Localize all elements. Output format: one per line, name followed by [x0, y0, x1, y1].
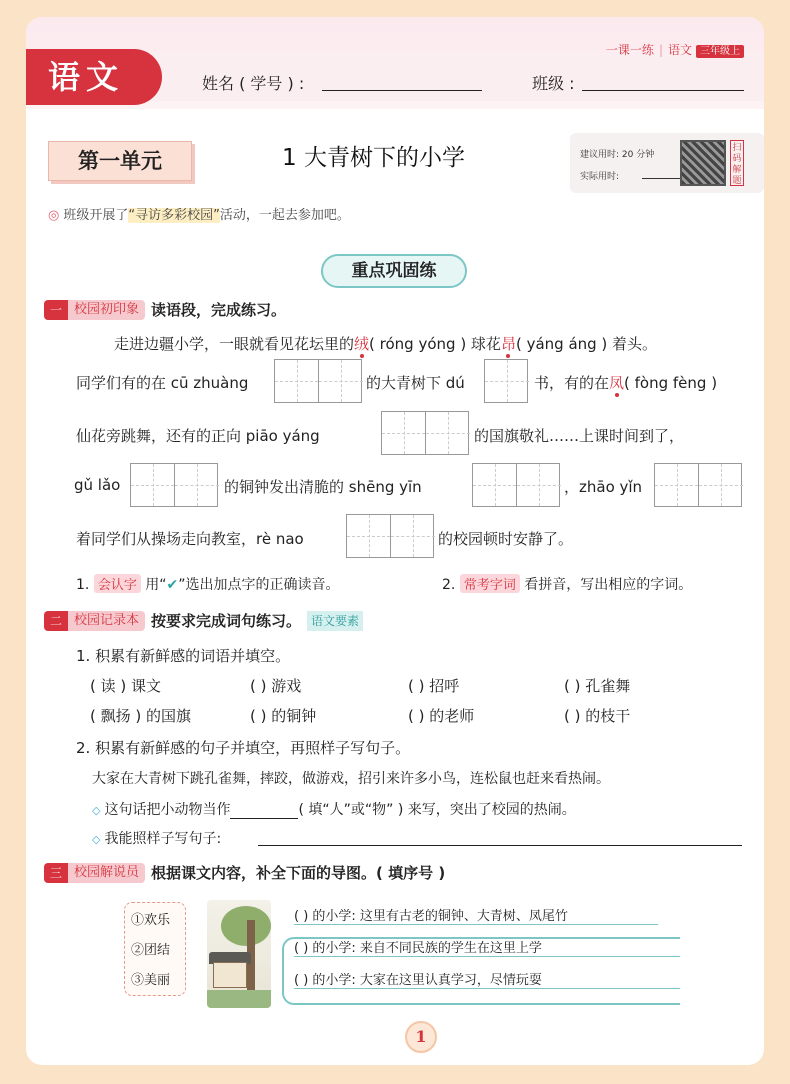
writing-grid-zhao-yin[interactable]: [654, 463, 742, 507]
example-sentence: 大家在大青树下跳孔雀舞，摔跤，做游戏，招引来许多小鸟，连松鼠也赶来看热闹。: [92, 771, 610, 787]
sentence-heading: 2. 积累有新鲜感的句子并填空，再照样子写句子。: [76, 739, 411, 757]
section-1-header: 一 校园初印象 读语段，完成练习。: [44, 300, 286, 320]
fill-blank[interactable]: [230, 805, 298, 819]
word-blank[interactable]: ( 飘扬 ) 的国旗: [90, 707, 192, 725]
check-icon: ✔: [166, 577, 179, 593]
map-item[interactable]: ( ) 的小学: 大家在这里认真学习，尽情玩耍: [294, 973, 542, 988]
word-blank[interactable]: ( ) 游戏: [250, 677, 302, 695]
time-actual-field[interactable]: [642, 178, 680, 179]
diamond-icon: ◇: [92, 833, 101, 846]
passage-line-5a: 着同学们从操场走向教室，rè nao: [76, 530, 304, 548]
name-field[interactable]: [322, 90, 482, 91]
word-blank[interactable]: ( ) 的铜钟: [250, 707, 317, 725]
diamond-icon: ◇: [92, 804, 101, 817]
passage-line-2c: 书，有的在凤( fòng fèng ): [534, 374, 718, 392]
time-box: [570, 133, 764, 193]
school-illustration: [207, 900, 271, 1008]
class-label: 班级 :: [532, 74, 575, 93]
grade-badge: 三年级上: [696, 45, 744, 58]
passage-line-5b: 的校园顿时安静了。: [438, 530, 574, 548]
passage-line-3a: 仙花旁跳舞，还有的正向 piāo yáng: [76, 427, 320, 445]
subject-logo: 语文: [26, 49, 162, 105]
passage-line-2a: 同学们有的在 cū zhuàng: [76, 374, 249, 392]
map-line: [294, 988, 680, 989]
page-number: 1: [405, 1021, 437, 1053]
word-blank[interactable]: ( ) 的老师: [408, 707, 475, 725]
passage-line-4c: ，zhāo yǐn: [564, 478, 643, 496]
class-field[interactable]: [582, 90, 744, 91]
word-blank[interactable]: ( 读 ) 课文: [90, 677, 162, 695]
passage-line-4a: gǔ lǎo: [74, 476, 121, 494]
series-label: 一课一练: [605, 43, 654, 57]
section-3-header: 三 校园解说员 根据课文内容，补全下面的导图。( 填序号 ): [44, 863, 445, 883]
word-blank[interactable]: ( ) 招呼: [408, 677, 460, 695]
writing-grid-cu-zhuang[interactable]: [274, 359, 362, 403]
map-item[interactable]: ( ) 的小学: 这里有古老的铜钟、大青树、凤尾竹: [294, 909, 568, 924]
scan-label: 扫码解题: [730, 140, 744, 186]
map-line: [294, 956, 680, 957]
map-line: [294, 924, 658, 925]
time-actual: 实际用时:: [580, 172, 620, 182]
name-label: 姓名 ( 学号 ) :: [202, 74, 305, 93]
word-blank[interactable]: ( ) 的枝干: [564, 707, 631, 725]
task-1: 1. 会认字 用“✔”选出加点字的正确读音。: [76, 574, 340, 594]
series-tag: 一课一练 | 语文 三年级上: [606, 41, 744, 58]
write-sentence-field[interactable]: [258, 845, 742, 846]
passage-line-1: 走进边疆小学，一眼就看见花坛里的绒( róng yóng ) 球花昂( yáng áng ) 着头。: [114, 335, 658, 353]
writing-grid-sheng-yin[interactable]: [472, 463, 560, 507]
language-element-tag: 语文要素: [307, 611, 363, 631]
writing-grid-du[interactable]: [484, 359, 528, 403]
lesson-title: 1 大青树下的小学: [282, 145, 465, 171]
section-2-header: 二 校园记录本 按要求完成词句练习。 语文要素: [44, 611, 363, 631]
passage-line-2b: 的大青树下 dú: [366, 374, 465, 392]
task-2: 2. 常考字词 看拼音，写出相应的字词。: [442, 574, 692, 594]
time-suggest: 建议用时: 20 分钟: [580, 150, 655, 160]
subject-label: 语文: [667, 43, 692, 57]
words-heading: 1. 积累有新鲜感的词语并填空。: [76, 647, 291, 665]
unit-title: 第一单元: [48, 141, 192, 181]
option-item: ②团结: [131, 943, 171, 958]
option-item: ③美丽: [131, 973, 171, 988]
badge-common-words: 常考字词: [460, 574, 520, 593]
writing-grid-piao-yang[interactable]: [381, 411, 469, 455]
writing-grid-re-nao[interactable]: [346, 514, 434, 558]
qr-code[interactable]: [680, 140, 726, 186]
target-icon: ◎: [48, 208, 60, 223]
write-sentence: ◇ 我能照样子写句子:: [92, 831, 222, 847]
section-title: 重点巩固练: [321, 254, 467, 288]
map-item[interactable]: ( ) 的小学: 来自不同民族的学生在这里上学: [294, 941, 542, 956]
badge-recognize: 会认字: [94, 574, 141, 593]
activity-name: “寻访多彩校园”: [128, 208, 220, 223]
options-box: [124, 902, 186, 996]
passage-line-3b: 的国旗敬礼……上课时间到了，: [474, 427, 685, 445]
fill-sentence: ◇ 这句话把小动物当作 ( 填“人”或“物” ) 来写，突出了校园的热闹。: [92, 802, 576, 818]
intro-text: ◎ 班级开展了“寻访多彩校园”活动，一起去参加吧。: [48, 208, 350, 223]
writing-grid-gu-lao[interactable]: [130, 463, 218, 507]
word-blank[interactable]: ( ) 孔雀舞: [564, 677, 631, 695]
option-item: ①欢乐: [131, 913, 171, 928]
passage-line-4b: 的铜钟发出清脆的 shēng yīn: [224, 478, 422, 496]
worksheet-page: [26, 17, 764, 1065]
